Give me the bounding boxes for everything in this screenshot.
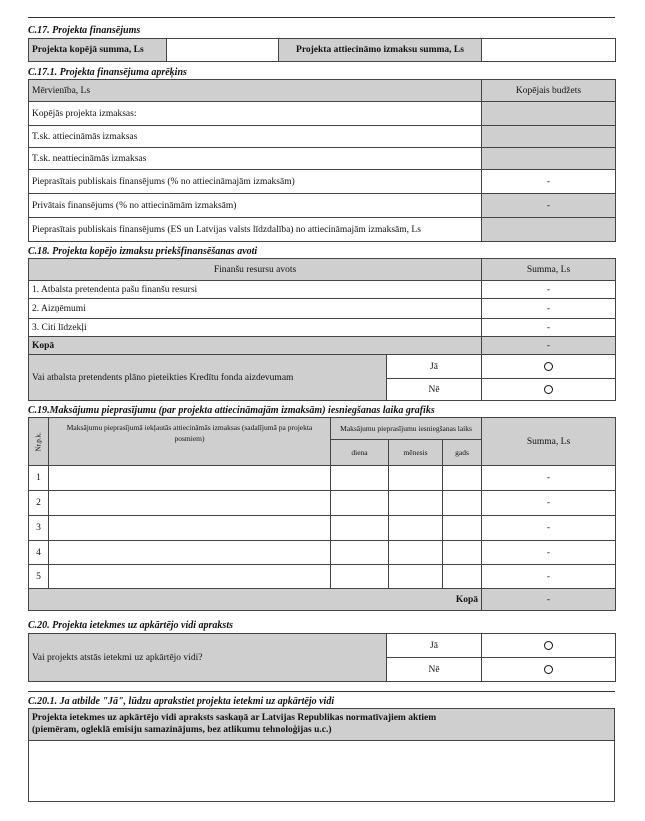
table-row [29,466,616,491]
row-month-input[interactable] [389,491,443,516]
credit-fund-question: Vai atbalsta pretendents plāno pieteikties Kredītu fonda aizdevumam [29,355,387,401]
col-nr-header [29,418,49,466]
env-impact-yes-radio[interactable] [482,634,616,658]
radio-icon[interactable] [544,362,553,371]
c18-table [28,258,616,401]
section-title-c171: C.17.1. Projekta finansējuma aprēķins [28,67,187,78]
section-title-c17: C.17. Projekta finansējums [28,25,141,36]
env-impact-yes-label: Jā [387,634,482,658]
project-eligible-input[interactable] [482,39,616,62]
c18-row-label: 1. Atbalsta pretendenta pašu finanšu resursi [29,281,482,299]
row-nr: 3 [29,516,49,541]
row-year-input[interactable] [443,466,482,491]
env-description-header [29,709,615,741]
c18-total-value: - [482,337,616,355]
c171-row-value[interactable] [482,218,616,242]
c20-table [28,633,616,682]
env-impact-no-label: Nē [387,658,482,682]
radio-icon[interactable] [544,385,553,394]
c18-row-value[interactable]: - [482,299,616,319]
c18-row-value[interactable]: - [482,281,616,299]
c171-row-value[interactable] [482,148,616,170]
env-impact-no-radio[interactable] [482,658,616,682]
row-nr: 1 [29,466,49,491]
radio-icon[interactable] [544,641,553,650]
credit-fund-no-radio[interactable] [482,379,616,401]
row-day-input[interactable] [331,541,389,565]
c171-row-label: Privātais finansējums (% no attiecināmām izmaksām) [29,194,482,218]
table-row [29,491,616,516]
row-year-input[interactable] [443,565,482,589]
table-row [29,516,616,541]
row-month-input[interactable] [389,466,443,491]
credit-fund-no-label: Nē [387,379,482,401]
row-month-input[interactable] [389,565,443,589]
c19-table [28,417,616,611]
row-desc-input[interactable] [49,565,331,589]
project-eligible-label: Projekta attiecināmo izmaksu summa, Ls [279,39,482,62]
table-row [29,541,616,565]
table-row [29,565,616,589]
row-year-input[interactable] [443,491,482,516]
row-sum[interactable]: - [482,516,616,541]
row-nr: 4 [29,541,49,565]
col-month-header: mēnesis [389,440,443,466]
row-sum[interactable]: - [482,565,616,589]
row-day-input[interactable] [331,491,389,516]
row-day-input[interactable] [331,466,389,491]
radio-icon[interactable] [544,665,553,674]
row-year-input[interactable] [443,516,482,541]
row-nr: 2 [29,491,49,516]
project-total-label: Projekta kopējā summa, Ls [29,39,167,62]
c171-row-value[interactable] [482,126,616,148]
col-nr-text: Nr.p.k. [34,431,43,451]
c201-table [28,708,615,741]
row-year-input[interactable] [443,541,482,565]
col-year-header: gads [443,440,482,466]
c171-row-value[interactable]: - [482,194,616,218]
row-sum[interactable]: - [482,466,616,491]
row-month-input[interactable] [389,541,443,565]
env-description-label-1: Projekta ietekmes uz apkārtējo vidi apraksts saskaņā ar Latvijas Republikas normatīvajiem aktiem [32,713,437,723]
c171-row-label: Pieprasītais publiskais finansējums (ES un Latvijas valsts līdzdalība) no attiecināmajām izmaksām, Ls [29,218,482,242]
col-sum-header: Summa, Ls [482,418,616,466]
row-desc-input[interactable] [49,516,331,541]
col-budget-header: Kopējais budžets [482,80,616,102]
c171-row-label: T.sk. neattiecināmās izmaksas [29,148,482,170]
row-month-input[interactable] [389,516,443,541]
section-title-c18: C.18. Projekta kopējo izmaksu priekšfinansēšanas avoti [28,246,258,257]
col-unit-header: Mērvienība, Ls [29,80,482,102]
c171-row-value[interactable] [482,102,616,126]
row-desc-input[interactable] [49,466,331,491]
c18-row-label: 3. Citi līdzekļi [29,319,482,337]
row-day-input[interactable] [331,516,389,541]
c171-row-label: Kopējās projekta izmaksas: [29,102,482,126]
section-title-c20: C.20. Projekta ietekmes uz apkārtējo vidi apraksts [28,620,233,631]
section-title-c19: C.19.Maksājumu pieprasījumu (par projekta attiecināmajām izmaksām) iesniegšanas laika grafiks [28,405,435,416]
col-day-header: diena [331,440,389,466]
env-impact-question: Vai projekts atstās ietekmi uz apkārtējo vidi? [29,634,387,682]
col-sum-header: Summa, Ls [482,259,616,281]
row-desc-input[interactable] [49,541,331,565]
c18-row-label: 2. Aizņēmumi [29,299,482,319]
c171-row-value[interactable]: - [482,170,616,194]
c171-row-label: T.sk. attiecināmās izmaksas [29,126,482,148]
env-description-label-2: (piemēram, ogleklā emisiju samazinājums, bez atlikumu tehnoloģijas u.c.) [32,725,332,735]
credit-fund-yes-radio[interactable] [482,355,616,379]
row-day-input[interactable] [331,565,389,589]
row-sum[interactable]: - [482,541,616,565]
c19-total-label: Kopā [29,589,482,611]
c17-table [28,38,616,62]
c18-total-label: Kopā [29,337,482,355]
c18-row-value[interactable]: - [482,319,616,337]
row-sum[interactable]: - [482,491,616,516]
project-total-input[interactable] [167,39,279,62]
form-page [28,8,615,802]
row-desc-input[interactable] [49,491,331,516]
c19-total-value: - [482,589,616,611]
c171-row-label: Pieprasītais publiskais finansējums (% no attiecināmajām izmaksām) [29,170,482,194]
env-description-input[interactable] [28,741,615,802]
credit-fund-yes-label: Jā [387,355,482,379]
col-source-header: Finanšu resursu avots [29,259,482,281]
row-nr: 5 [29,565,49,589]
col-desc-header: Maksājumu pieprasījumā iekļautās attiecināmās izmaksas (sadalījumā pa projekta posmiem) [49,418,331,466]
section-title-c201: C.20.1. Ja atbilde "Jā", lūdzu aprakstiet projekta ietekmi uz apkārtējo vidi [28,696,335,707]
col-time-header: Maksājumu pieprasījumu iesniegšanas laiks [331,418,482,440]
c171-table [28,79,616,242]
